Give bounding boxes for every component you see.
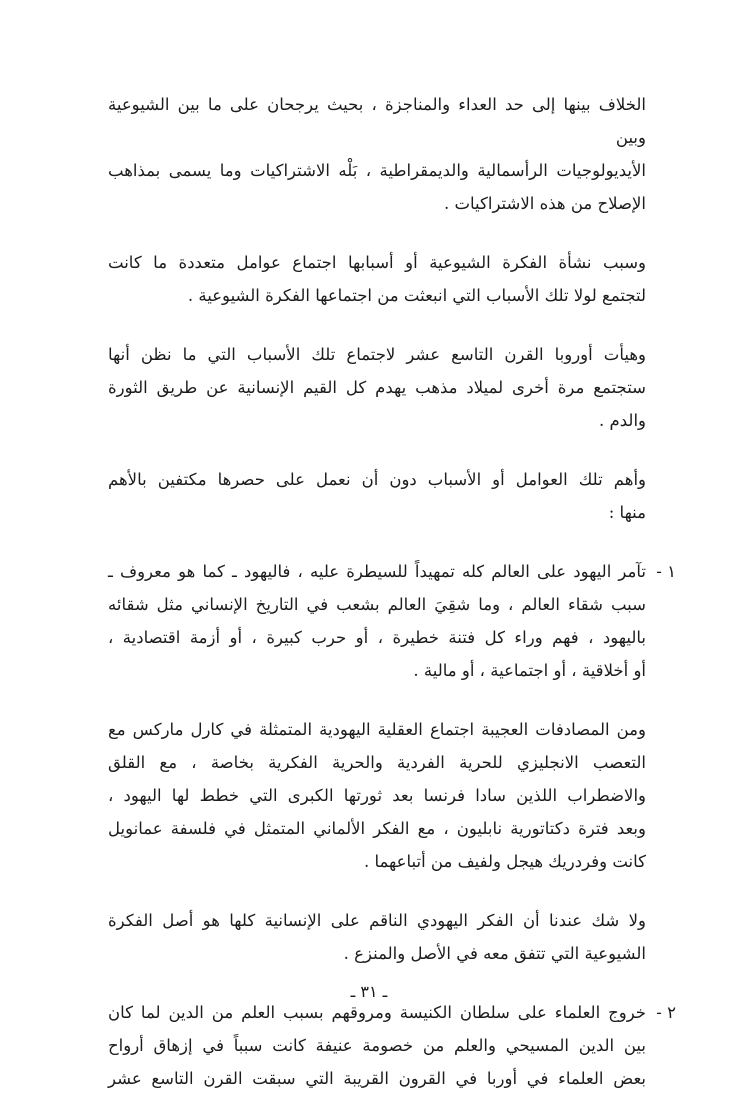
numbered-item-2 [108,996,676,1095]
item-number: ٢ - [656,1003,676,1022]
paragraph-6 [108,713,646,878]
text-line: والاضطراب اللذين سادا فرنسا بعد ثورتها الكبرى التي خطط لها اليهود ، [108,786,646,805]
text-line: بين الدين المسيحي والعلم من خصومة عنيفة كانت سبباً في إزهاق أرواح [108,1036,646,1055]
page-number: ـ ٣١ ـ [350,982,388,1001]
text-line: وهيأت أوروبا القرن التاسع عشر لاجتماع تلك الأسباب التي ما نظن أنها [108,345,646,364]
text-line: خروج العلماء على سلطان الكنيسة ومروقهم بسبب العلم من الدين لما كان [108,1003,646,1022]
text-line: بعض العلماء في أوربا في القرون القريبة التي سبقت القرن التاسع عشر [108,1069,646,1088]
text-line: الأيديولوجيات الرأسمالية والديمقراطية ، بَلْه الاشتراكيات وما يسمى بمذاهب [108,161,646,180]
text-line: سبب شقاء العالم ، وما شقِيَ العالم بشعب في التاريخ الإنساني مثل شقائه [108,595,646,614]
text-line: لتجتمع لولا تلك الأسباب التي انبعثت من اجتماعها الفكرة الشيوعية . [187,286,646,305]
item-number: ١ - [656,562,676,581]
text-line: كانت وفردريك هيجل ولفيف من أتباعهما . [364,852,646,871]
text-line: والدم . [599,411,646,430]
text-line: الشيوعية التي تتفق معه في الأصل والمنزع . [343,944,646,963]
paragraph-1 [108,88,646,220]
text-line: وبعد فترة دكتاتورية نابليون ، مع الفكر الألماني المتمثل في فلسفة عمانويل [108,819,646,838]
text-line: أو أخلاقية ، أو اجتماعية ، أو مالية . [413,661,646,680]
paragraph-7 [108,904,646,970]
paragraph-2 [108,246,646,312]
text-line: منها : [608,503,646,522]
text-line: ولا شك عندنا أن الفكر اليهودي الناقم على الإنسانية كلها هو أصل الفكرة [108,911,646,930]
text-line: باليهود ، فهم وراء كل فتنة خطيرة ، أو حرب كبيرة ، أو أزمة اقتصادية ، [108,628,646,647]
text-line: الخلاف بينها إلى حد العداء والمناجزة ، بحيث يرجحان على ما بين الشيوعية وبين [108,95,646,147]
text-line: التعصب الانجليزي للحرية الفردية والحرية الفكرية بخاصة ، مع القلق [108,753,646,772]
text-line: ستجتمع مرة أخرى لميلاد مذهب يهدم كل القيم الإنسانية عن طريق الثورة [108,378,646,397]
text-line: وأهم تلك العوامل أو الأسباب دون أن نعمل على حصرها مكتفين بالأهم [108,470,646,489]
numbered-item-1 [108,555,676,687]
text-line: وسبب نشأة الفكرة الشيوعية أو أسبابها اجتماع عوامل متعددة ما كانت [108,253,646,272]
paragraph-4 [108,463,646,529]
text-line: تآمر اليهود على العالم كله تمهيداً للسيطرة عليه ، فاليهود ـ كما هو معروف ـ [108,562,646,581]
paragraph-3 [108,338,646,437]
text-line: ومن المصادفات العجيبة اجتماع العقلية اليهودية المتمثلة في كارل ماركس مع [108,720,646,739]
text-line: الإصلاح من هذه الاشتراكيات . [443,194,646,213]
